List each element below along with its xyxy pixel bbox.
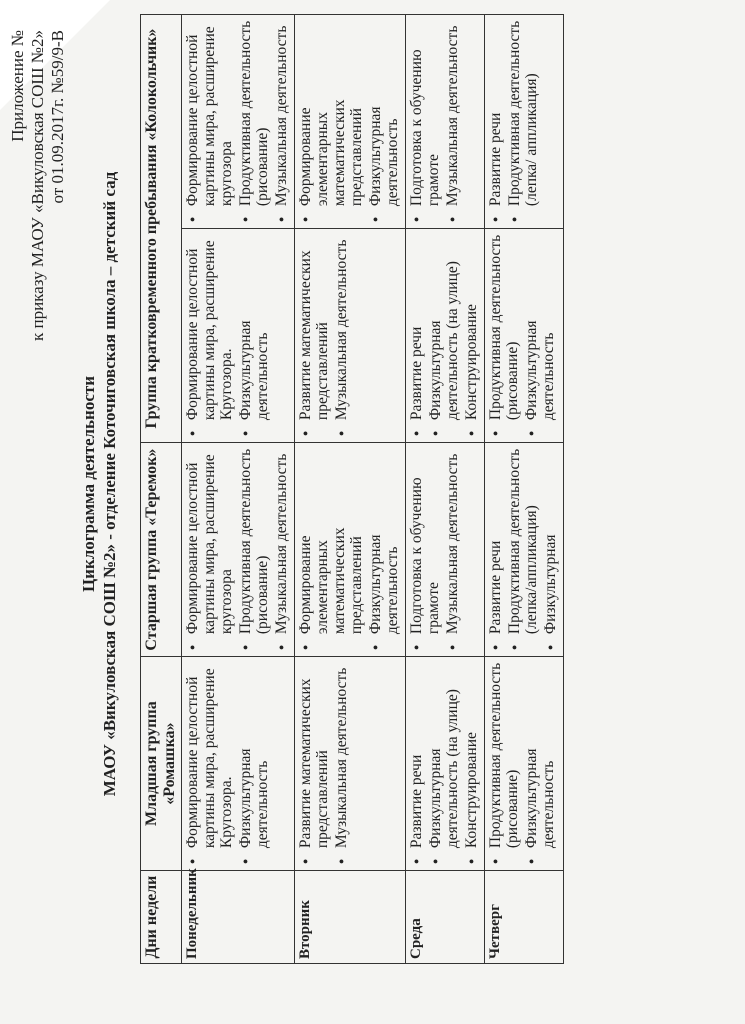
- activity-list: [184, 447, 290, 652]
- activity-item: ● Развитие речи: [487, 447, 504, 634]
- day-cell: Понедельник: [182, 871, 295, 964]
- day-cell: Вторник: [295, 871, 406, 964]
- activity-item: ● Развитие речи: [408, 661, 425, 848]
- activity-item: ● Формирование целостной картины мира, расширение Кругозора.: [184, 661, 235, 848]
- activity-item: ● Физкультурная деятельность (на улице): [427, 233, 461, 420]
- activity-item: ● Конструирование: [463, 661, 480, 848]
- activity-item: ● Продуктивная деятельность (рисование): [237, 447, 271, 634]
- activity-cell-g2: [485, 443, 564, 657]
- activity-item: ● Музыкальная деятельность: [273, 19, 290, 206]
- activity-item: ● Музыкальная деятельность: [273, 447, 290, 634]
- activity-cell-g3b: [295, 15, 406, 229]
- activity-item: ● Подготовка к обучению грамоте: [408, 447, 442, 634]
- activity-list: [408, 19, 461, 224]
- activity-list: [297, 447, 401, 652]
- activity-list: [408, 447, 461, 652]
- activity-cell-g1: [406, 657, 485, 871]
- activity-item: ● Физкультурная деятельность: [237, 661, 271, 848]
- activity-item: ● Формирование элементарных математических представлений: [297, 447, 365, 634]
- activity-cell-g2: [182, 443, 295, 657]
- activity-list: [487, 19, 540, 224]
- activity-list: [408, 233, 480, 438]
- activity-list: [487, 661, 557, 866]
- activity-item: ● Формирование целостной картины мира, расширение кругозора: [184, 447, 235, 634]
- activity-cell-g3b: [485, 15, 564, 229]
- activity-list: [184, 19, 290, 224]
- activity-item: ● Продуктивная деятельность (рисование): [487, 661, 521, 848]
- header-group-2: Старшая группа «Теремок»: [141, 443, 182, 657]
- table-row: [485, 15, 564, 964]
- activity-item: ● Музыкальная деятельность: [444, 447, 461, 634]
- activity-item: ● Продуктивная деятельность (рисование): [237, 19, 271, 206]
- appendix-label: Приложение №: [8, 30, 27, 142]
- activity-item: ● Музыкальная деятельность: [444, 19, 461, 206]
- activity-item: ● Музыкальная деятельность: [333, 233, 350, 420]
- table-row: [295, 15, 406, 964]
- activity-list: [487, 447, 559, 652]
- activity-list: [408, 661, 480, 866]
- activity-item: ● Формирование элементарных математических представлений: [297, 19, 365, 206]
- order-header: [8, 30, 68, 341]
- document-title: [78, 4, 120, 964]
- header-day: Дни недели: [141, 871, 182, 964]
- title-line-1: Циклограмма деятельности: [79, 375, 98, 593]
- header-group-3: Группа кратковременного пребывания «Колокольчик»: [141, 15, 182, 443]
- table-header-row: [141, 15, 182, 964]
- activity-item: ● Подготовка к обучению грамоте: [408, 19, 442, 206]
- activity-item: ● Физкультурная деятельность: [367, 447, 401, 634]
- activity-cell-g2: [295, 443, 406, 657]
- activity-item: ● Физкультурная: [542, 447, 559, 634]
- header-group-1: Младшая группа «Ромашка»: [141, 657, 182, 871]
- activity-item: ● Физкультурная деятельность (на улице): [427, 661, 461, 848]
- day-cell: Среда: [406, 871, 485, 964]
- activity-item: ● Продуктивная деятельность (рисование): [487, 233, 521, 420]
- activity-item: ● Продуктивная деятельность (лепка/ аппликация): [506, 19, 540, 206]
- activity-item: ● Физкультурная деятельность: [367, 19, 401, 206]
- activity-cell-g1: [485, 657, 564, 871]
- activity-item: ● Физкультурная деятельность: [237, 233, 271, 420]
- activity-item: ● Формирование целостной картины мира, расширение кругозора: [184, 19, 235, 206]
- activity-cell-g1: [182, 657, 295, 871]
- activity-item: ● Музыкальная деятельность: [333, 661, 350, 848]
- activity-item: ● Физкультурная деятельность: [523, 661, 557, 848]
- activity-cell-g3a: [406, 229, 485, 443]
- title-line-2: МАОУ «Викуловская СОШ №2» - отделение Коточиговская школа – детский сад: [100, 171, 119, 797]
- activity-item: ● Развитие математических представлений: [297, 661, 331, 848]
- schedule-table: [140, 14, 564, 964]
- activity-item: ● Конструирование: [463, 233, 480, 420]
- activity-item: ● Развитие математических представлений: [297, 233, 331, 420]
- activity-cell-g3a: [295, 229, 406, 443]
- activity-cell-g3a: [485, 229, 564, 443]
- activity-list: [184, 233, 271, 438]
- activity-list: [297, 661, 350, 866]
- activity-item: ● Продуктивная деятельность (лепка/аппликация): [506, 447, 540, 634]
- activity-list: [487, 233, 557, 438]
- activity-cell-g3b: [182, 15, 295, 229]
- day-cell: Четверг: [485, 871, 564, 964]
- activity-cell-g2: [406, 443, 485, 657]
- table-row: [406, 15, 485, 964]
- activity-list: [297, 233, 350, 438]
- activity-item: ● Физкультурная деятельность: [523, 233, 557, 420]
- activity-cell-g1: [295, 657, 406, 871]
- activity-cell-g3a: [182, 229, 295, 443]
- activity-cell-g3b: [406, 15, 485, 229]
- activity-list: [184, 661, 271, 866]
- activity-item: ● Развитие речи: [408, 233, 425, 420]
- table-body: [182, 15, 564, 964]
- table-row: [182, 15, 295, 964]
- activity-item: ● Формирование целостной картины мира, расширение Кругозора.: [184, 233, 235, 420]
- order-line: к приказу МАОУ «Викуловская СОШ №2»: [28, 30, 47, 342]
- activity-item: ● Развитие речи: [487, 19, 504, 206]
- order-date: от 01.09.2017г. №59/9-В: [48, 30, 67, 204]
- activity-list: [297, 19, 401, 224]
